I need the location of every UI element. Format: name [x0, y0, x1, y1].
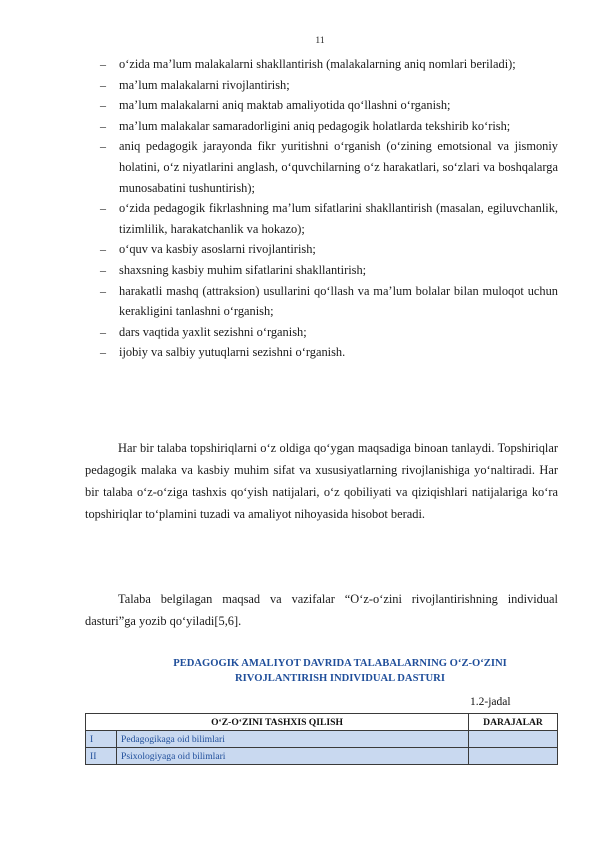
list-item-text: ma’lum malakalarni aniq maktab amaliyotida qo‘llashni o‘rganish;: [119, 98, 451, 113]
list-item-text: ijobiy va salbiy yutuqlarni sezishni o‘rganish.: [119, 345, 346, 360]
list-item: [100, 281, 558, 322]
self-development-table: [85, 713, 558, 765]
section-heading-line: RIVOJLANTIRISH INDIVIDUAL DASTURI: [235, 673, 445, 684]
body-paragraph: Talaba belgilagan maqsad va vazifalar “O‘z-o‘zini rivojlantirishning individual dasturi”ga yozib qo‘yiladi[5,6].: [85, 592, 558, 628]
list-item-text: dars vaqtida yaxlit sezishni o‘rganish;: [119, 324, 307, 339]
row-grade: [469, 731, 558, 748]
list-item: [100, 239, 558, 260]
list-item-text: shaxsning kasbiy muhim sifatlarini shakllantirish;: [119, 262, 367, 277]
table-header-diagnosis: O‘Z-O‘ZINI TASHXIS QILISH: [86, 714, 469, 731]
list-item: [100, 75, 558, 96]
table-header-row: [86, 714, 558, 731]
row-label: Pedagogikaga oid bilimlari: [117, 731, 469, 748]
dash-bullet: –: [100, 262, 106, 277]
list-item-text: aniq pedagogik jarayonda fikr yuritishni o‘rganish (o‘zining emotsional va jismoniy holatini, o‘z niyatlarini anglash, o‘quvchilarning o‘z harakatlari, so‘zlari va boshqalarga munosabatini tushuntirish);: [119, 139, 558, 195]
row-number: II: [86, 748, 117, 765]
list-item-text: ma’lum malakalarni rivojlantirish;: [119, 77, 290, 92]
section-heading-line: PEDAGOGIK AMALIYOT DAVRIDA TALABALARNING O‘Z-O‘ZINI: [173, 658, 507, 669]
body-paragraph: Har bir talaba topshiriqlarni o‘z oldiga qo‘ygan maqsadiga binoan tanlaydi. Topshiriqlar pedagogik malaka va kasbiy muhim sifat va xususiyatlarning rivojlanishiga yo‘naltiradi. Har bir talaba o‘z-o‘ziga tashxis qo‘yish natijalari, o‘z qobiliyati va qiziqishlari natijalariga ko‘ra topshiriqlar to‘plamini tuzadi va amaliyot nihoyasida hisobot beradi.: [85, 441, 558, 521]
table-header-levels: DARAJALAR: [469, 714, 558, 731]
row-label: Psixologiyaga oid bilimlari: [117, 748, 469, 765]
dash-bullet: –: [100, 242, 106, 257]
list-item-text: harakatli mashq (attraksion) usullarini qo‘llash va ma’lum bolalar bilan muloqot uchun kerakligini tanlashni o‘rganish;: [119, 283, 558, 319]
list-item: [100, 342, 558, 363]
dash-bullet: –: [100, 201, 106, 216]
list-item-text: o‘zida ma’lum malakalarni shakllantirish (malakalarning aniq nomlari beriladi);: [119, 57, 516, 71]
table-row: [86, 748, 558, 765]
dash-bullet: –: [100, 77, 106, 92]
table-row: [86, 731, 558, 748]
list-item: [100, 136, 558, 198]
dash-bullet: –: [100, 139, 106, 154]
dash-bullet: –: [100, 118, 106, 133]
list-item: [100, 116, 558, 137]
list-item: [100, 54, 558, 75]
goal-list: [100, 54, 558, 363]
list-item: [100, 95, 558, 116]
list-item-text: ma’lum malakalar samaradorligini aniq pedagogik holatlarda tekshirib ko‘rish;: [119, 118, 511, 133]
list-item: [100, 322, 558, 343]
row-grade: [469, 748, 558, 765]
table-caption: 1.2-jadal: [470, 696, 511, 708]
dash-bullet: –: [100, 57, 106, 71]
list-item: [100, 260, 558, 281]
dash-bullet: –: [100, 324, 106, 339]
section-heading: [120, 656, 560, 686]
page-number: 11: [315, 36, 325, 46]
list-item-text: o‘quv va kasbiy asoslarni rivojlantirish;: [119, 242, 316, 257]
list-item-text: o‘zida pedagogik fikrlashning ma’lum sifatlarini shakllantirish (masalan, egiluvchanlik, tizimlilik, harakatchanlik va hokazo);: [119, 201, 558, 236]
row-number: I: [86, 731, 117, 748]
dash-bullet: –: [100, 345, 106, 360]
list-item: [100, 198, 558, 239]
dash-bullet: –: [100, 98, 106, 113]
dash-bullet: –: [100, 283, 106, 298]
